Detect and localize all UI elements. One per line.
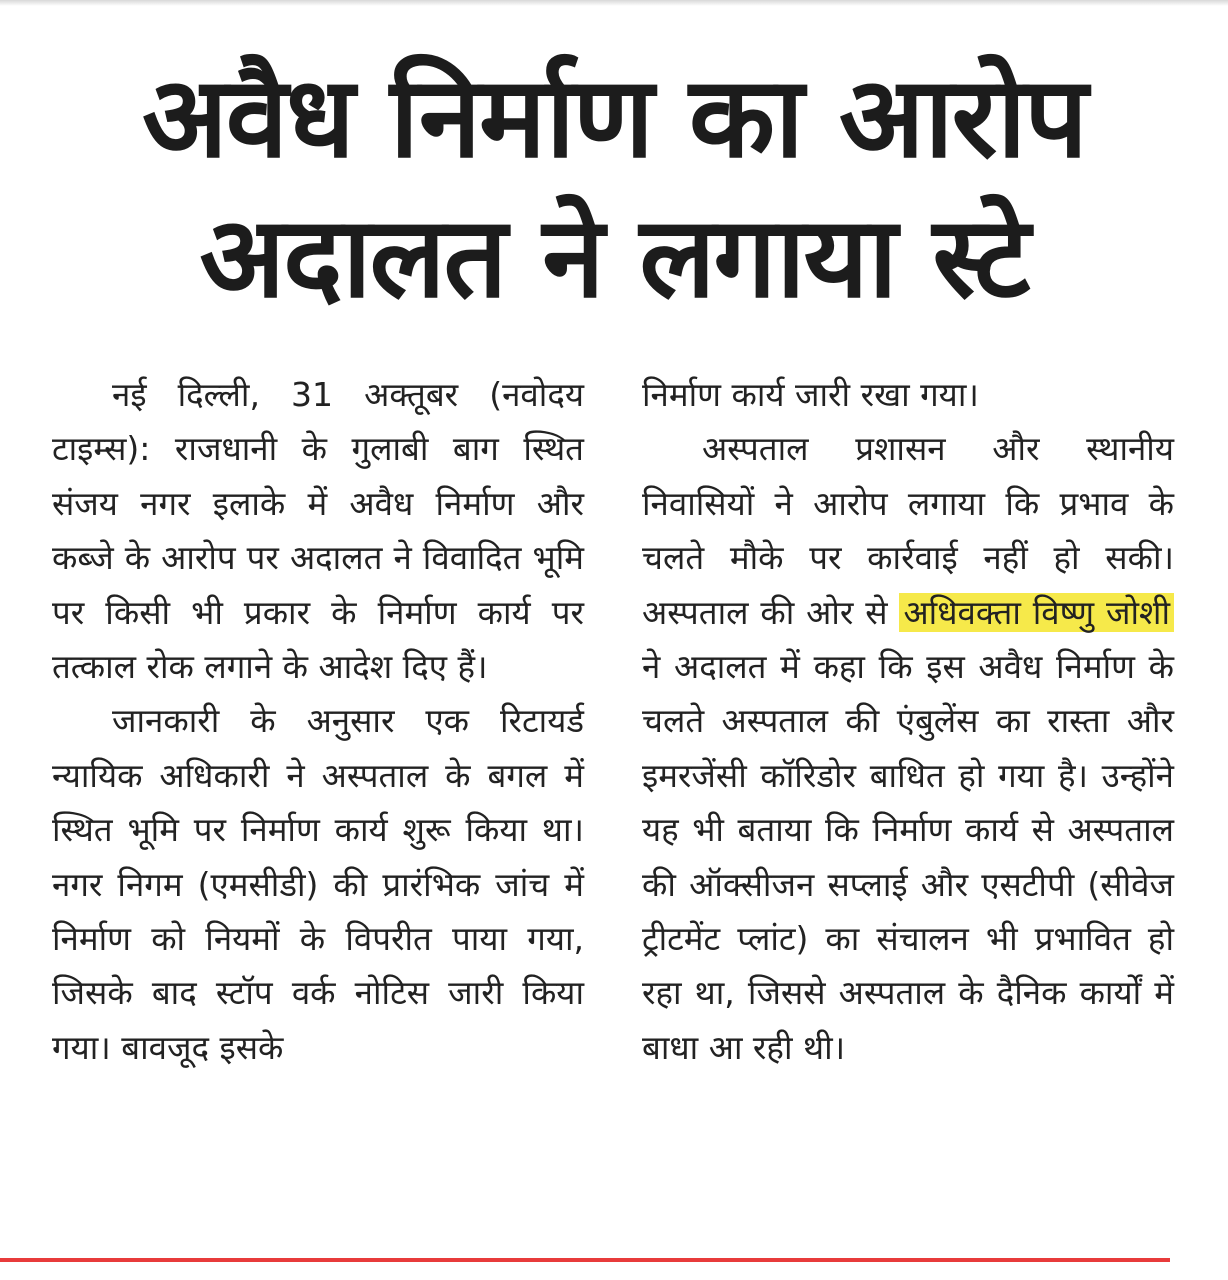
article-paragraph-3 <box>642 422 1174 1075</box>
article-paragraph-1: नई दिल्ली, 31 अक्तूबर (नवोदय टाइम्स): राजधानी के गुलाबी बाग स्थित संजय नगर इलाके में अवैध निर्माण और कब्जे के आरोप पर अदालत ने विवादित भूमि पर किसी भी प्रकार के निर्माण कार्य पर तत्काल रोक लगाने के आदेश दिए हैं। <box>52 375 584 687</box>
paragraph-3-text-after: ने अदालत में कहा कि इस अवैध निर्माण के चलते अस्पताल की एंबुलेंस का रास्ता और इमरजेंसी कॉरिडोर बाधित हो गया है। उन्होंने यह भी बताया कि निर्माण कार्य से अस्पताल की ऑक्सीजन सप्लाई और एसटीपी (सीवेज ट्रीटमेंट प्लांट) का संचालन भी प्रभावित हो रहा था, जिससे अस्पताल के दैनिक कार्यों में बाधा आ रही थी। <box>642 647 1174 1067</box>
article-continuation: निर्माण कार्य जारी रखा गया। <box>642 375 979 414</box>
article-left-column <box>52 368 584 1075</box>
highlighted-advocate-name: अधिवक्ता विष्णु जोशी <box>899 593 1174 632</box>
article-paragraph-2: जानकारी के अनुसार एक रिटायर्ड न्यायिक अधिकारी ने अस्पताल के बगल में स्थित भूमि पर निर्माण कार्य शुरू किया था। नगर निगम (एमसीडी) की प्रारंभिक जांच में निर्माण को नियमों के विपरीत पाया गया, जिसके बाद स्टॉप वर्क नोटिस जारी किया गया। बावजूद इसके <box>52 701 584 1067</box>
paragraph-3-text-before: अस्पताल प्रशासन और स्थानीय निवासियों ने आरोप लगाया कि प्रभाव के चलते मौके पर कार्रवाई नहीं हो सकी। अस्पताल की ओर से <box>642 429 1174 632</box>
article-right-column <box>642 368 1174 1075</box>
headline-line-1: अवैध निर्माण का आरोप <box>142 53 1086 183</box>
top-edge <box>0 0 1228 6</box>
bottom-red-rule <box>0 1258 1170 1262</box>
headline-line-2: अदालत ने लगाया स्टे <box>199 193 1029 323</box>
